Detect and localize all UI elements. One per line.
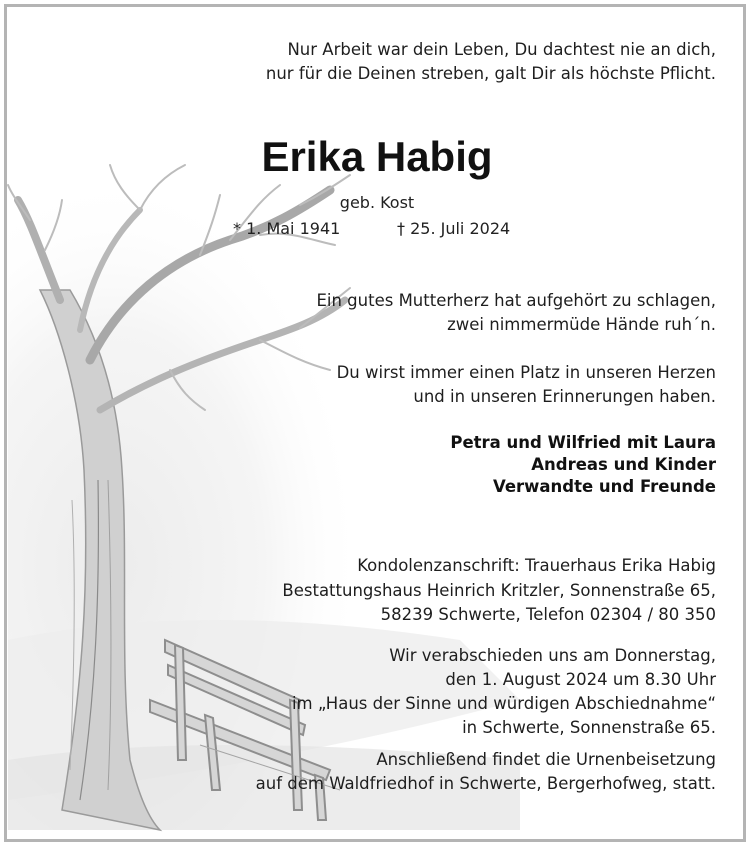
mourner-line-2: Andreas und Kinder bbox=[531, 455, 716, 474]
burial-line-2: auf dem Waldfriedhof in Schwerte, Bergerhofweg, statt. bbox=[255, 774, 716, 793]
burial-line-1: Anschließend findet die Urnenbeisetzung bbox=[376, 750, 716, 769]
death-date: † 25. Juli 2024 bbox=[397, 219, 511, 238]
birth-date: * 1. Mai 1941 bbox=[233, 219, 341, 238]
verse-1-line-2: zwei nimmermüde Hände ruh´n. bbox=[447, 315, 716, 334]
farewell-line-1: Wir verabschieden uns am Donnerstag, bbox=[389, 646, 716, 665]
condolence-line-3: 58239 Schwerte, Telefon 02304 / 80 350 bbox=[380, 605, 716, 624]
motto-line-2: nur für die Deinen streben, galt Dir als höchste Pflicht. bbox=[265, 64, 716, 83]
verse-2-line-1: Du wirst immer einen Platz in unseren Herzen bbox=[336, 363, 716, 382]
condolence-line-2: Bestattungshaus Heinrich Kritzler, Sonnenstraße 65, bbox=[282, 581, 716, 600]
farewell-line-4: in Schwerte, Sonnenstraße 65. bbox=[462, 718, 716, 737]
condolence-line-1: Kondolenzanschrift: Trauerhaus Erika Habig bbox=[357, 556, 716, 575]
deceased-name: Erika Habig bbox=[261, 133, 493, 180]
birth-name: geb. Kost bbox=[339, 193, 415, 212]
mourner-line-3: Verwandte und Freunde bbox=[492, 477, 716, 496]
farewell-line-3: im „Haus der Sinne und würdigen Abschiednahme“ bbox=[291, 694, 716, 713]
verse-1-line-1: Ein gutes Mutterherz hat aufgehört zu schlagen, bbox=[316, 291, 716, 310]
motto-line-1: Nur Arbeit war dein Leben, Du dachtest nie an dich, bbox=[287, 40, 716, 59]
mourner-line-1: Petra und Wilfried mit Laura bbox=[450, 433, 716, 452]
farewell-line-2: den 1. August 2024 um 8.30 Uhr bbox=[445, 670, 716, 689]
verse-2-line-2: und in unseren Erinnerungen haben. bbox=[413, 387, 716, 406]
